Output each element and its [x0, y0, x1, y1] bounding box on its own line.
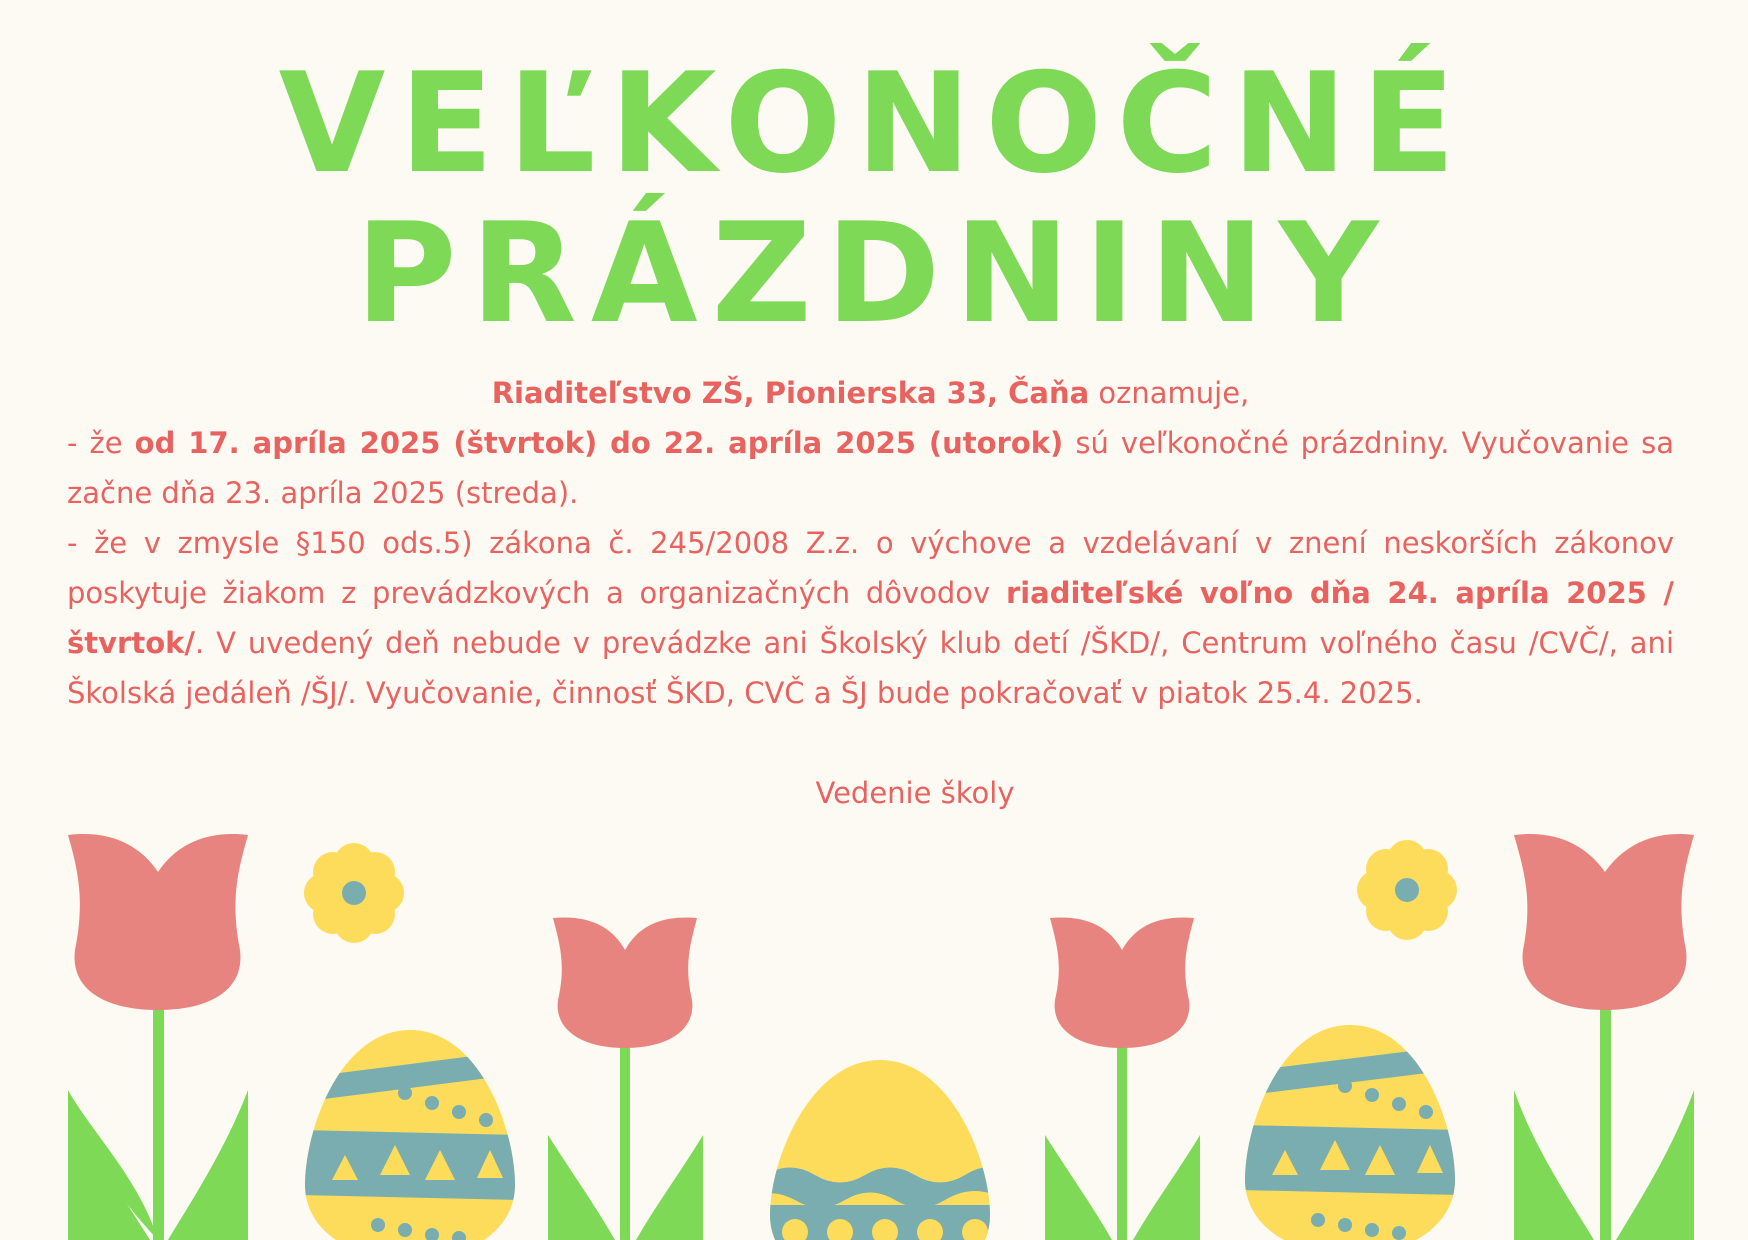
paragraph-holidays-rest: sú veľkonočné prázdniny. Vyučovanie sa začne dňa 23. apríla 2025 (streda).	[67, 426, 1674, 510]
flower-icon	[304, 843, 404, 943]
tulip-icon	[68, 834, 248, 1240]
paragraph-leave-rest: . V uvedený deň nebude v prevádzke ani Školský klub detí /ŠKD/, Centrum voľného času /CVČ/, ani Školská jedáleň /ŠJ/. Vyučovanie, činnosť ŠKD, CVČ a ŠJ bude pokračovať v piatok 25.4. 2025.	[67, 626, 1674, 710]
flower-icon	[1357, 840, 1457, 940]
tulip-icon	[1045, 918, 1200, 1240]
easter-egg-icon	[765, 1055, 995, 1240]
easter-egg-icon	[1240, 1020, 1460, 1240]
tulip-icon	[1514, 834, 1694, 1240]
tulip-icon	[548, 918, 703, 1240]
paragraph-holidays-bold: od 17. apríla 2025 (štvrtok) do 22. apríla 2025 (utorok)	[134, 426, 1064, 460]
paragraph-leave-lead: - že v zmysle §150 ods.5) zákona č. 245/2008 Z.z. o výchove a vzdelávaní v znení neskorších zákonov poskytuje žiakom z prevádzkových a organizačných dôvodov	[67, 526, 1674, 610]
signature: Vedenie školy	[815, 776, 1015, 810]
title-line-1: VEĽKONOČNÉ	[278, 43, 1470, 204]
easter-egg-icon	[300, 1025, 520, 1240]
paragraph-leave-bold: riaditeľské voľno dňa 24. apríla 2025 /štvrtok/	[67, 576, 1674, 660]
title-line-2: PRÁZDNINY	[355, 193, 1393, 354]
intro-bold: Riaditeľstvo ZŠ, Pionierska 33, Čaňa	[491, 376, 1090, 410]
paragraph-holidays-lead: - že	[67, 426, 135, 460]
intro-rest: oznamuje,	[1089, 376, 1250, 410]
